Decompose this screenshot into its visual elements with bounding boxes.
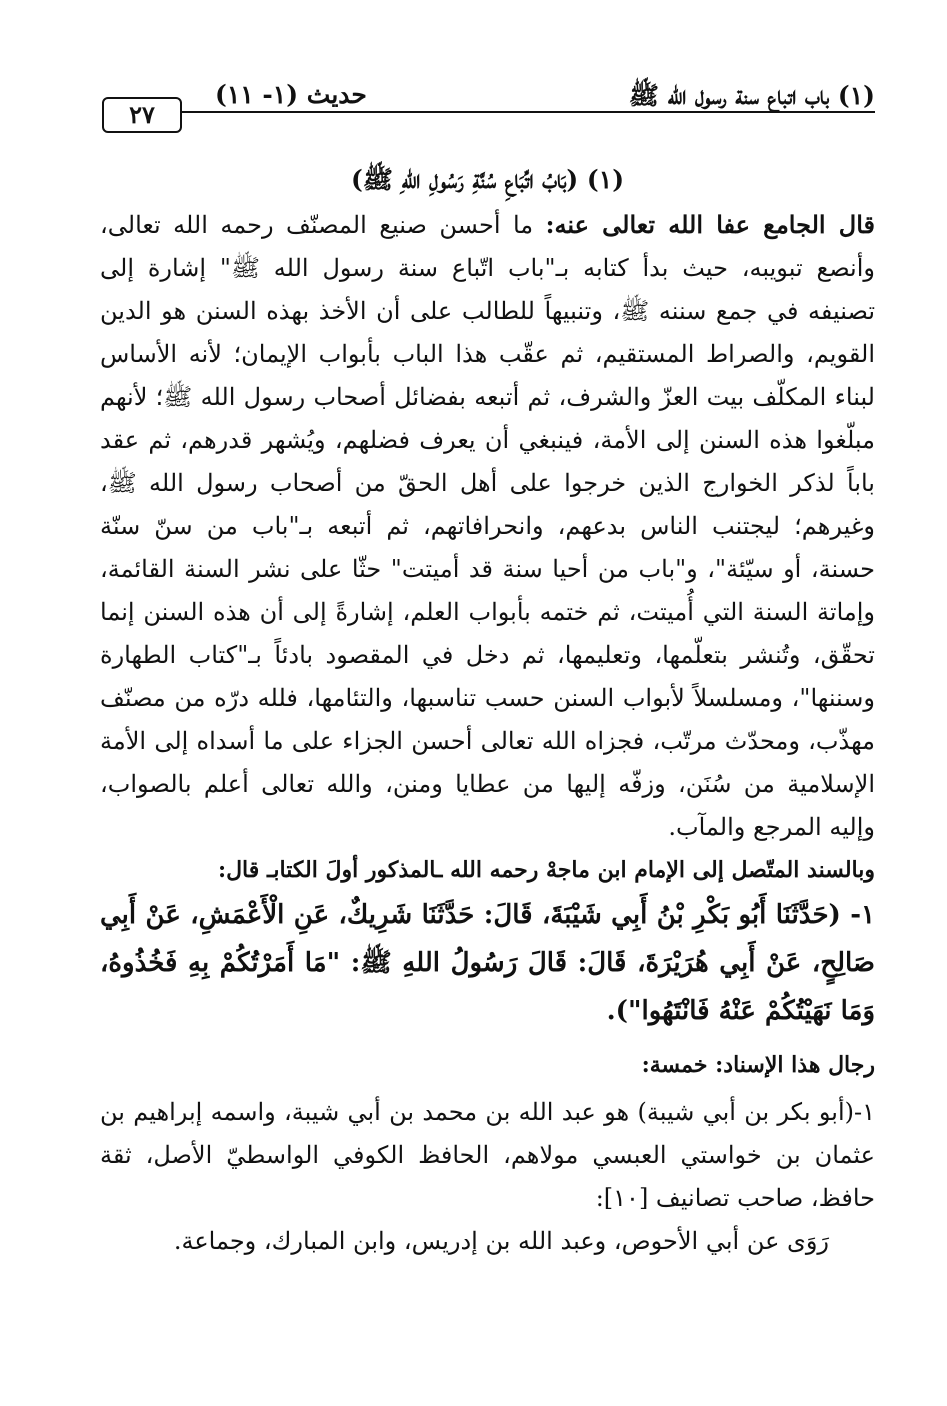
narrator-text: هو عبد الله بن محمد بن أبي شيبة، واسمه إبراهيم بن عثمان بن خواستي العبسي مولاهم، الحافظ الكوفي الواسطيّ الأصل، ثقة حافظ، صاحب تصانيف [١٠]: bbox=[100, 1098, 875, 1212]
page-header bbox=[100, 78, 875, 130]
page-number: ٢٧ bbox=[102, 97, 182, 133]
hadith-range: حديث (١- ١١) bbox=[215, 80, 367, 109]
intro-text: ما أحسن صنيع المصنّف رحمه الله تعالى، وأنصع تبويبه، حيث بدأ كتابه بـ"باب اتّباع سنة رسول الله ﷺ" إشارة إلى تصنيفه في جمع سننه ﷺ، وتنبيهاً للطالب على أن الأخذ بهذه السنن هو الدين القويم، والصراط المستقيم، ثم عقّب هذا الباب بأبواب الإيمان؛ لأنه الأساس لبناء المكلّف بيت العزّ والشرف، ثم أتبعه بفضائل أصحاب رسول الله ﷺ؛ لأنهم مبلّغوا هذه السنن إلى الأمة، فينبغي أن يعرف فضلهم، ويُشهر قدرهم، ثم عقد باباً لذكر الخوارج الذين خرجوا على أهل الحقّ من أصحاب رسول الله ﷺ، وغيرهم؛ ليجتنب الناس بدعهم، وانحرافاتهم، ثم أتبعه بـ"باب من سنّ سنّة حسنة، أو سيّئة"، و"باب من أحيا سنة قد أميتت" حثّا على نشر السنة القائمة، وإماتة السنة التي أُميتت، ثم ختمه بأبواب العلم، إشارةً إلى أن هذه السنن إنما تحقّق، وتُنشر بتعلّمها، وتعليمها، ثم دخل في المقصود بادئاً بـ"كتاب الطهارة وسننها"، ومسلسلاً لأبواب السنن حسب تناسبها، والتئامها، فلله درّه من مصنّف مهذّب، ومحدّث مرتّب، فجزاه الله تعالى أحسن الجزاء على ما أسداه إلى الأمة الإسلامية من سُنَن، وزفّه إليها من عطايا ومنن، والله تعالى أعلم بالصواب، وإليه المرجع والمآب. bbox=[100, 211, 876, 841]
running-chapter-title: (١) باب اتباع سنة رسول الله ﷺ bbox=[628, 81, 875, 110]
narrator-lead: ١-(أبو بكر بن أبي شيبة) bbox=[637, 1098, 875, 1126]
page-body bbox=[100, 155, 875, 1263]
intro-lead: قال الجامع عفا الله تعالى عنه: bbox=[545, 210, 876, 239]
narrators-heading: رجال هذا الإسناد: خمسة: bbox=[641, 1052, 875, 1078]
intro-paragraph bbox=[100, 203, 875, 849]
hadith-text: ١- (حَدَّثَنَا أَبُو بَكْرِ بْنُ أَبِي شَيْبَةَ، قَالَ: حَدَّثَنَا شَرِيكٌ، عَنِ الْأَعْمَشِ، عَنْ أَبِي صَالِحٍ، عَنْ أَبِي هُرَيْرَةَ، قَالَ: قَالَ رَسُولُ اللهِ ﷺ: "مَا أَمَرْتُكُمْ بِهِ فَخُذُوهُ، وَمَا نَهَيْتُكُمْ عَنْهُ فَانْتَهُوا"). bbox=[100, 900, 875, 1026]
sanad-heading: وبالسند المتّصل إلى الإمام ابن ماجهْ رحمه الله ـالمذكور أولَ الكتابـ قال: bbox=[217, 857, 875, 883]
narrator-paragraph bbox=[100, 1091, 875, 1220]
narrator-teachers: رَوَى عن أبي الأحوص، وعبد الله بن إدريس، وابن المبارك، وجماعة. bbox=[173, 1227, 829, 1255]
header-rule bbox=[180, 111, 875, 113]
chapter-heading: (١) (بَابُ اتِّبَاعِ سُنَّةِ رَسُولِ اللهِ ﷺ) bbox=[350, 165, 625, 194]
